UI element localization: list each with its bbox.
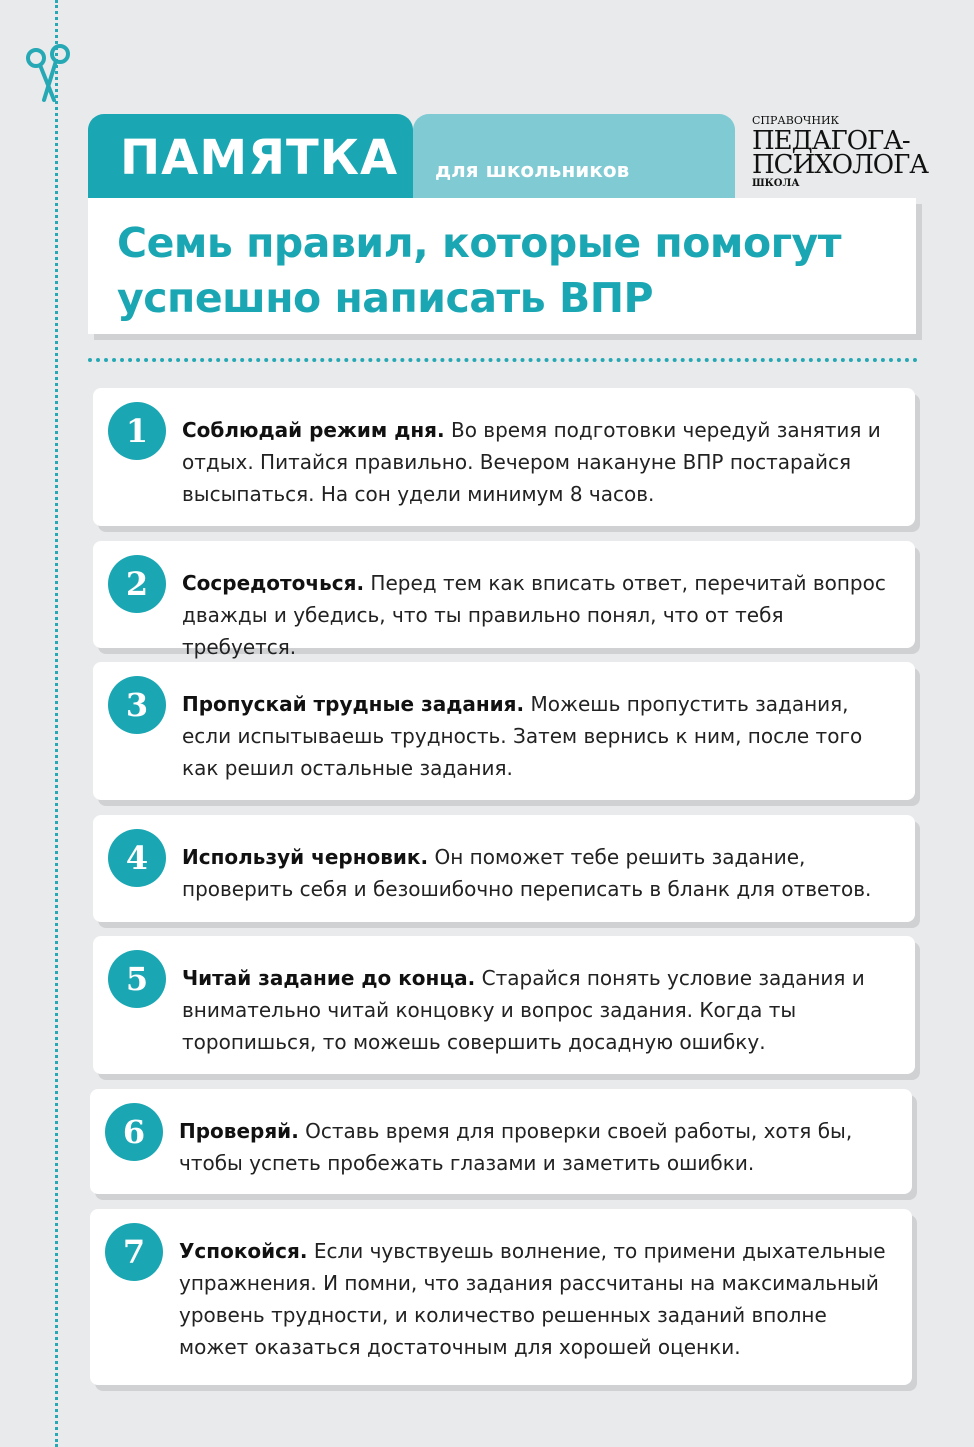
rule-text (179, 1235, 897, 1363)
rule-card-4 (93, 815, 915, 922)
rule-card-5 (93, 936, 915, 1074)
rule-number-badge: 6 (105, 1103, 163, 1161)
logo-bottom-text: ШКОЛА (752, 178, 800, 189)
rule-body: Оставь время для проверки своей работы, хотя бы, чтобы успеть пробежать глазами и заметить ошибки. (179, 1119, 853, 1175)
rule-body: Если чувствуешь волнение, то примени дыхательные упражнения. И помни, что задания рассчитаны на максимальный уровень трудности, и количество решенных заданий вполне может оказаться достаточным для хорошей оценки. (179, 1239, 886, 1359)
rule-heading: Соблюдай режим дня. (182, 418, 445, 442)
rule-card-7 (90, 1209, 912, 1385)
rule-heading: Пропускай трудные задания. (182, 692, 525, 716)
cut-line (55, 0, 58, 1447)
memo-tab (88, 114, 413, 204)
rule-number-badge: 1 (108, 402, 166, 460)
rule-heading: Проверяй. (179, 1119, 299, 1143)
page-title: Семь правил, которые помогут успешно написать ВПР (117, 219, 842, 322)
rule-card-6 (90, 1089, 912, 1194)
rule-card-2 (93, 541, 915, 659)
rule-number-badge: 3 (108, 676, 166, 734)
rule-number-badge: 7 (105, 1223, 163, 1281)
rule-body: Старайся понять условие задания и внимательно читай концовку и вопрос задания. Когда ты торопишься, то можешь совершить досадную ошибку. (182, 966, 865, 1054)
rule-heading: Успокойся. (179, 1239, 308, 1263)
rule-number-badge: 5 (108, 950, 166, 1008)
rule-card-1 (93, 388, 915, 526)
rule-body: Во время подготовки чередуй занятия и отдых. Питайся правильно. Вечером накануне ВПР постарайся высыпаться. На сон удели минимум 8 часов. (182, 418, 881, 506)
title-box (88, 198, 916, 334)
rule-heading: Читай задание до конца. (182, 966, 476, 990)
rule-text (179, 1115, 897, 1179)
rule-heading: Используй черновик. (182, 845, 429, 869)
rule-body: Можешь пропустить задания, если испытываешь трудность. Затем вернись к ним, после того как решил остальные задания. (182, 692, 863, 780)
rule-heading: Сосредоточься. (182, 571, 365, 595)
dotted-separator (88, 358, 918, 362)
rule-text (182, 414, 900, 510)
rule-body: Он поможет тебе решить задание, проверить себя и безошибочно переписать в бланк для ответов. (182, 845, 872, 901)
rule-text (182, 567, 900, 663)
rule-text (182, 688, 900, 784)
memo-tab-label: ПАМЯТКА (120, 130, 399, 186)
rule-number-badge: 2 (108, 555, 166, 613)
logo-line-2: ПСИХОЛОГА (752, 150, 928, 180)
publisher-logo (752, 114, 952, 198)
rule-body: Перед тем как вписать ответ, перечитай вопрос дважды и убедись, что ты правильно понял, что от тебя требуется. (182, 571, 886, 659)
audience-tab-label: для школьников (435, 158, 630, 182)
logo-line-1: ПЕДАГОГА- (752, 126, 910, 156)
logo-top-text: СПРАВОЧНИК (752, 114, 840, 127)
rule-card-3 (93, 662, 915, 800)
rule-number-badge: 4 (108, 829, 166, 887)
audience-tab (413, 114, 735, 204)
rule-text (182, 962, 900, 1058)
rule-text (182, 841, 900, 905)
scissors-icon (18, 40, 78, 104)
